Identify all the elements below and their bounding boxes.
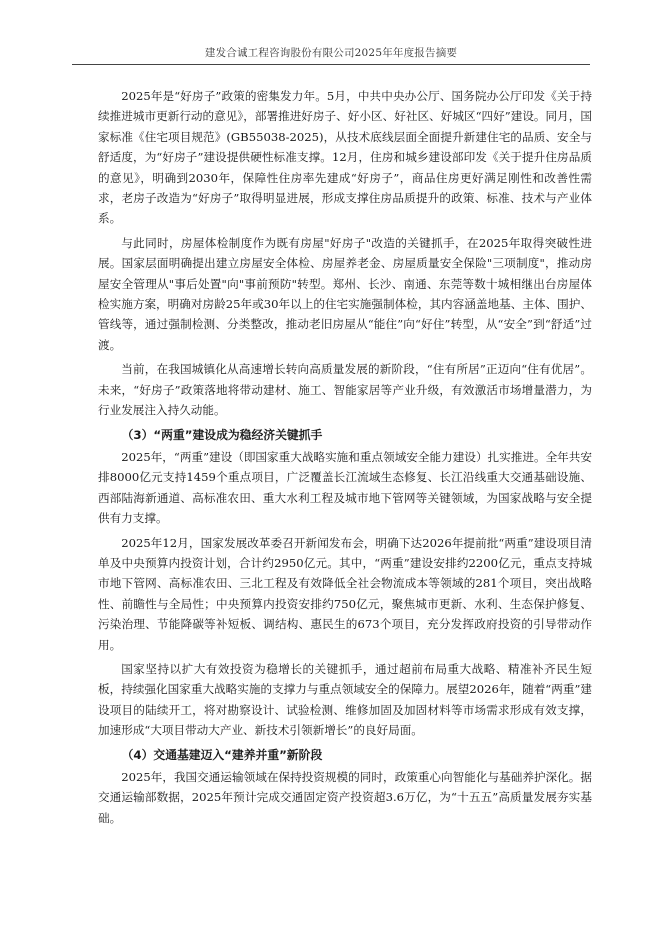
document-body	[98, 86, 592, 832]
paragraph-two-major-2026-list: 2025年12月，国家发展改革委召开新闻发布会，明确下达2026年提前批“两重”建设项目清单及中央预算内投资计划，合计约2950亿元。其中，“两重”建设安排约2200亿元，重点支持城市地下管网、高标准农田、三北工程及有效降低全社会物流成本等领域的281个项目，突出战略性、前瞻性与全局性；中央预算内投资安排约750亿元，聚焦城市更新、水利、生态保护修复、污染治理、节能降碳等补短板、调结构、惠民生的673个项目，充分发挥政府投资的引导带动作用。	[98, 535, 592, 652]
paragraph-urbanization-outlook: 当前，在我国城镇化从高速增长转向高质量发展的新阶段，“住有所居”正迈向“住有优居”。未来，“好房子”政策落地将带动建材、施工、智能家居等产业升级，有效激活市场增量潜力，为行业发展注入持久动能。	[98, 362, 592, 418]
page-header: 建发合诚工程咨询股份有限公司2025年年度报告摘要	[204, 47, 458, 59]
section-heading-transport: （4）交通基建迈入“建养并重”新阶段	[121, 747, 323, 762]
paragraph-two-major-2025: 2025年，“两重”建设（即国家重大战略实施和重点领域安全能力建设）扎实推进。全年共安排8000亿元支持1459个重点项目，广泛覆盖长江流域生态修复、长江沿线重大交通基础设施、西部陆海新通道、高标准农田、重大水利工程及城市地下管网等关键领域，为国家战略与安全提供有力支撑。	[98, 449, 592, 526]
section-heading-two-major: （3）“两重”建设成为稳经济关键抓手	[121, 427, 323, 442]
paragraph-transport-investment: 2025年，我国交通运输领域在保持投资规模的同时，政策重心向智能化与基础养护深化。据交通运输部数据，2025年预计完成交通固定资产投资超3.6万亿，为“十五五”高质量发展夯实基础。	[98, 770, 592, 825]
paragraph-effective-investment: 国家坚持以扩大有效投资为稳增长的关键抓手，通过超前布局重大战略、精准补齐民生短板，持续强化国家重大战略实施的支撑力与重点领域安全的保障力。展望2026年，随着“两重”建设项目的陆续开工，将对勘察设计、试验检测、维修加固及加固材料等市场需求形成有效支撑，加速形成“大项目带动大产业、新技术引领新增长”的良好局面。	[98, 661, 592, 738]
header-divider	[72, 64, 590, 65]
paragraph-good-housing-policy: 2025年是“好房子”政策的密集发力年。5月，中共中央办公厅、国务院办公厅印发《关于持续推进城市更新行动的意见》，部署推进好房子、好小区、好社区、好城区“四好”建设。同月，国家标准《住宅项目规范》(GB55038-2025)，从技术底线层面全面提升新建住宅的品质、安全与舒适度，为“好房子”建设提供硬性标准支撑。12月，住房和城乡建设部印发《关于提升住房品质的意见》，明确到2030年，保障性住房率先建成“好房子”，商品住房更好满足刚性和改善性需求，老房子改造为“好房子”取得明显进展，形成支撑住房品质提升的政策、标准、技术与产业体系。	[98, 89, 592, 226]
paragraph-house-inspection: 与此同时，房屋体检制度作为既有房屋"好房子"改造的关键抓手，在2025年取得突破性进展。国家层面明确提出建立房屋安全体检、房屋养老金、房屋质量安全保险"三项制度"，推动房屋安全管理从"事后处置"向"事前预防"转型。郑州、长沙、南通、东莞等数十城相继出台房屋体检实施方案，明确对房龄25年或30年以上的住宅实施强制体检，其内容涵盖地基、主体、围护、管线等，通过强制检测、分类整改，推动老旧房屋从“能住”向“好住”转型，从“安全”到“舒适”过渡。	[98, 235, 592, 352]
